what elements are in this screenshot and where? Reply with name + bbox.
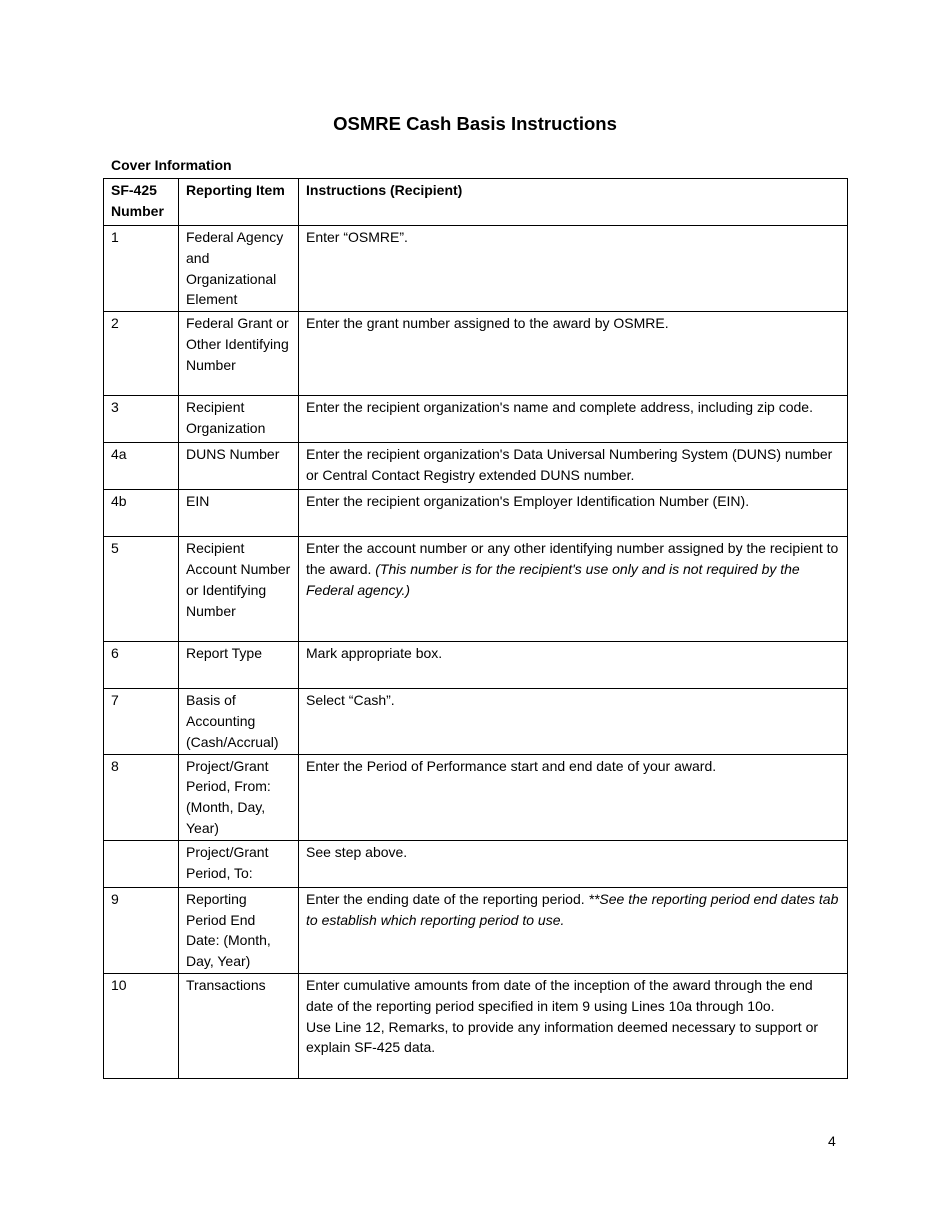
row-instruction [299,396,848,443]
row-instruction [299,490,848,537]
row-item: EIN [179,490,299,537]
instruction-note: **See the reporting period end dates tab to establish which reporting period to use. [306,890,839,928]
instructions-table [103,178,848,1079]
table-row [104,537,848,642]
table-row [104,887,848,973]
row-instruction [299,642,848,689]
row-item: Recipient Account Number or Identifying Number [179,537,299,642]
table-row [104,754,848,840]
row-number: 4a [104,443,179,490]
row-number: 1 [104,226,179,312]
row-item: DUNS Number [179,443,299,490]
table-row [104,973,848,1078]
row-number: 3 [104,396,179,443]
row-number: 7 [104,689,179,754]
table-row [104,312,848,396]
row-instruction [299,537,848,642]
row-number: 5 [104,537,179,642]
instruction-text-2: Use Line 12, Remarks, to provide any information deemed necessary to support or explain SF-425 data. [306,1018,819,1056]
table-row [104,443,848,490]
instruction-text: Enter the grant number assigned to the award by OSMRE. [306,315,669,332]
page-number: 4 [828,1133,836,1149]
row-instruction [299,973,848,1078]
row-number [104,840,179,887]
row-number: 2 [104,312,179,396]
page-title: OSMRE Cash Basis Instructions [333,113,617,134]
table-row [104,840,848,887]
instruction-text: Select “Cash”. [306,692,395,709]
row-instruction [299,312,848,396]
instruction-text: Enter the recipient organization's name and complete address, including zip code. [306,399,813,416]
row-item: Federal Agency and Organizational Element [179,226,299,312]
instruction-text: Enter cumulative amounts from date of the inception of the award through the end date of the reporting period specified in item 9 using Lines 10a through 10o. [306,976,813,1014]
header-reporting-item: Reporting Item [179,179,299,226]
row-instruction [299,443,848,490]
table-row [104,689,848,754]
row-item: Recipient Organization [179,396,299,443]
row-instruction [299,226,848,312]
row-instruction [299,689,848,754]
table-row [104,642,848,689]
instruction-text: Enter the Period of Performance start and end date of your award. [306,757,717,774]
table-row [104,226,848,312]
instruction-text: See step above. [306,843,408,860]
row-item: Reporting Period End Date: (Month, Day, Year) [179,887,299,973]
row-item: Project/Grant Period, From: (Month, Day, Year) [179,754,299,840]
section-label: Cover Information [111,157,232,173]
row-number: 9 [104,887,179,973]
row-item: Project/Grant Period, To: [179,840,299,887]
row-item: Transactions [179,973,299,1078]
instruction-text: Enter the recipient organization's Employer Identification Number (EIN). [306,493,750,510]
instruction-text: Enter “OSMRE”. [306,229,408,245]
row-item: Report Type [179,642,299,689]
table-header-row [104,179,848,226]
instruction-text: Enter the recipient organization's Data Universal Numbering System (DUNS) number or Central Contact Registry extended DUNS number. [306,446,833,483]
instruction-note: (This number is for the recipient's use only and is not required by the Federal agency.) [306,560,800,598]
table-row [104,490,848,537]
row-item: Federal Grant or Other Identifying Number [179,312,299,396]
row-item: Basis of Accounting (Cash/Accrual) [179,689,299,754]
header-number: SF-425 Number [104,179,179,226]
row-number: 4b [104,490,179,537]
row-instruction [299,754,848,840]
instruction-text: Mark appropriate box. [306,645,443,662]
table-row [104,396,848,443]
row-number: 10 [104,973,179,1078]
row-number: 6 [104,642,179,689]
row-instruction [299,887,848,973]
instruction-text: Enter the account number or any other identifying number assigned by the recipient to the award. [306,540,839,577]
row-number: 8 [104,754,179,840]
instruction-text: Enter the ending date of the reporting period. [306,890,589,907]
row-instruction [299,840,848,887]
header-instructions: Instructions (Recipient) [299,179,848,226]
